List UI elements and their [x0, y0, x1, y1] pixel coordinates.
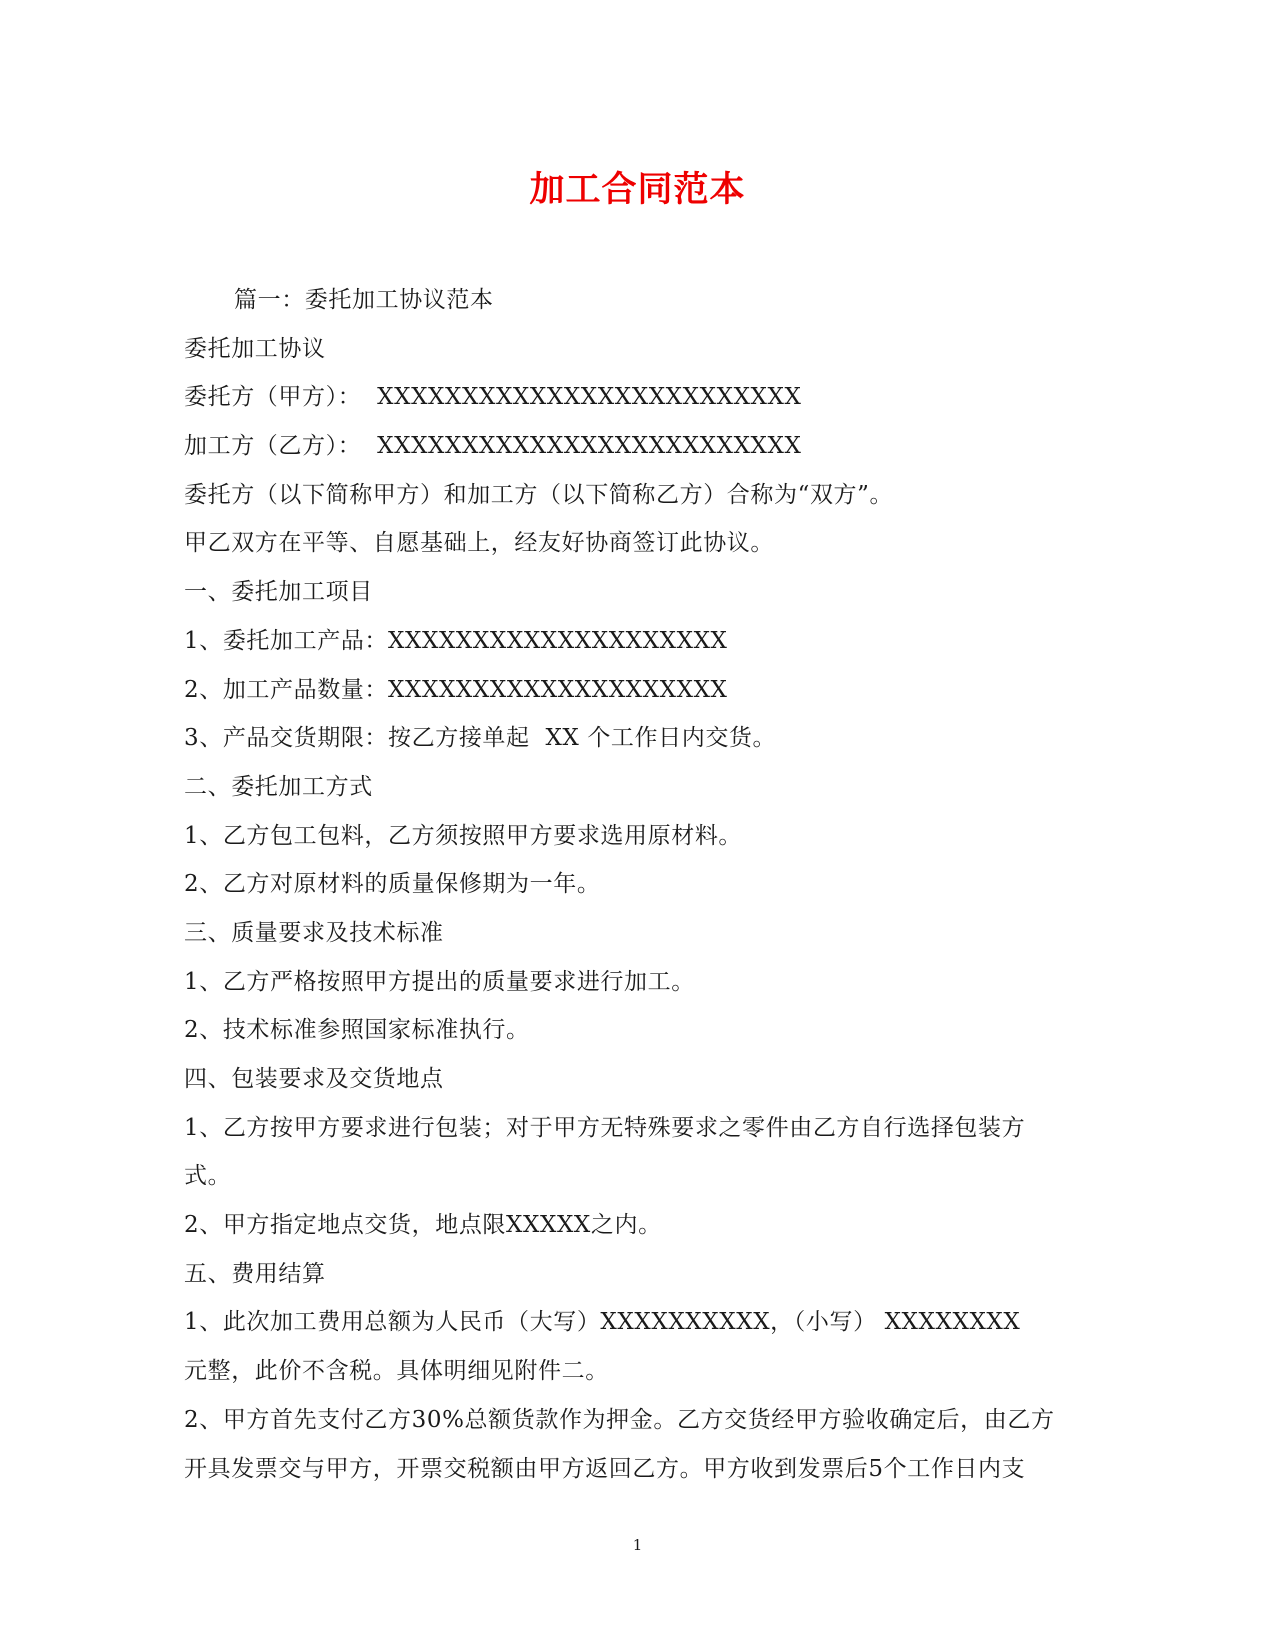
- body-line: 3、产品交货期限：按乙方接单起 XX 个工作日内交货。: [184, 725, 777, 752]
- body-line: 开具发票交与甲方，开票交税额由甲方返回乙方。甲方收到发票后5个工作日内支: [184, 1455, 1026, 1482]
- body-line: 加工方（乙方）： XXXXXXXXXXXXXXXXXXXXXXXXX: [184, 433, 802, 460]
- body-line: 五、费用结算: [184, 1260, 326, 1287]
- body-line: 1、乙方严格按照甲方提出的质量要求进行加工。: [184, 968, 695, 995]
- body-line: 1、乙方按甲方要求进行包装；对于甲方无特殊要求之零件由乙方自行选择包装方: [184, 1114, 1026, 1141]
- body-line: 二、委托加工方式: [184, 773, 373, 800]
- document-body: [184, 276, 1084, 1493]
- body-line: 甲乙双方在平等、自愿基础上，经友好协商签订此协议。: [184, 530, 774, 557]
- body-line: 1、此次加工费用总额为人民币（大写）XXXXXXXXXX，（小写） XXXXXXXX: [184, 1309, 1021, 1336]
- body-line: 2、技术标准参照国家标准执行。: [184, 1017, 530, 1044]
- body-line: 一、委托加工项目: [184, 579, 373, 606]
- body-line: 2、乙方对原材料的质量保修期为一年。: [184, 871, 601, 898]
- section-heading: 篇一：委托加工协议范本: [234, 287, 494, 313]
- body-line: 1、委托加工产品：XXXXXXXXXXXXXXXXXXXX: [184, 627, 728, 654]
- body-line: 2、加工产品数量：XXXXXXXXXXXXXXXXXXXX: [184, 676, 728, 703]
- body-line: 三、质量要求及技术标准: [184, 919, 444, 946]
- body-line: 2、甲方首先支付乙方30%总额货款作为押金。乙方交货经甲方验收确定后，由乙方: [184, 1406, 1055, 1433]
- body-line: 委托方（以下简称甲方）和加工方（以下简称乙方）合称为“双方”。: [184, 481, 894, 508]
- body-line: 2、甲方指定地点交货，地点限XXXXX之内。: [184, 1212, 662, 1239]
- body-line: 委托加工协议: [184, 335, 326, 362]
- document-title: 加工合同范本: [529, 169, 746, 210]
- page-number: 1: [632, 1536, 643, 1554]
- body-line: 式。: [184, 1163, 232, 1190]
- body-line: 四、包装要求及交货地点: [184, 1066, 444, 1092]
- body-line: 委托方（甲方）： XXXXXXXXXXXXXXXXXXXXXXXXX: [184, 384, 802, 411]
- body-line: 元整，此价不含税。具体明细见附件二。: [184, 1358, 609, 1385]
- body-line: 1、乙方包工包料，乙方须按照甲方要求选用原材料。: [184, 822, 743, 849]
